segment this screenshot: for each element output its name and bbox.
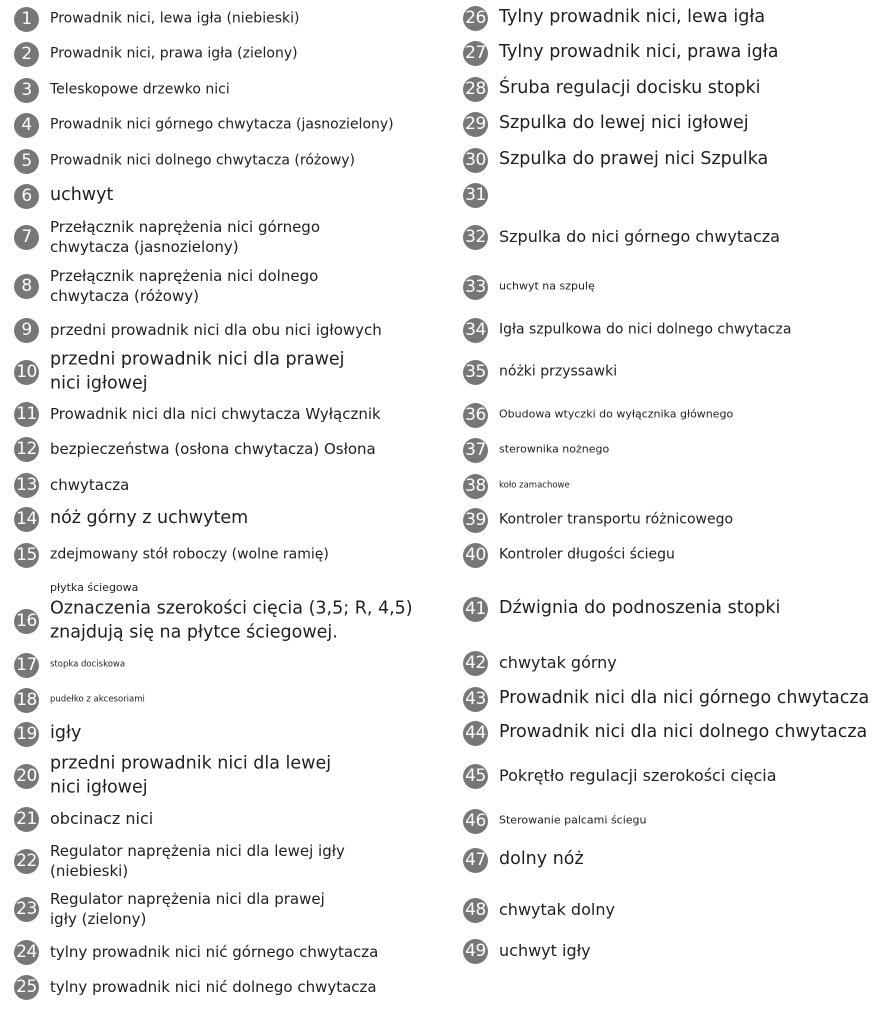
part-item-28: [463, 74, 873, 104]
part-label: nóż górny z uchwytem: [50, 508, 249, 529]
plytka-caption: płytka ściegowa: [50, 581, 139, 594]
part-label: pudełko z akcesoriami: [50, 694, 145, 705]
part-item-3: [14, 75, 444, 105]
part-label: Pokrętło regulacji szerokości cięcia: [499, 766, 777, 786]
part-number-badge: 34: [463, 318, 488, 343]
part-item-17: [14, 650, 444, 680]
part-item-47: [463, 845, 873, 875]
part-label: Prowadnik nici górnego chwytacza (jasnozielony): [50, 116, 394, 133]
part-number-badge: 17: [14, 653, 39, 678]
part-label: dolny nóż: [499, 849, 584, 870]
part-item-36: [463, 400, 873, 430]
part-label: Przełącznik naprężenia nici górnego chwytacza (jasnozielony): [50, 217, 320, 256]
part-label: Prowadnik nici dla nici górnego chwytacza: [499, 688, 870, 709]
part-label: koło zamachowe: [499, 480, 570, 491]
part-item-22: [14, 838, 444, 884]
part-label: przedni prowadnik nici dla prawej nici igłowej: [50, 349, 345, 393]
part-item-26: [463, 3, 873, 33]
part-number-badge: 32: [463, 225, 488, 250]
part-item-10: [14, 347, 444, 397]
part-label: Regulator naprężenia nici dla lewej igły (niebieski): [50, 841, 345, 880]
part-number-badge: 33: [463, 275, 488, 300]
part-item-7: [14, 214, 444, 260]
part-item-45: [463, 761, 873, 791]
part-item-48: [463, 895, 873, 925]
part-label: Igła szpulkowa do nici dolnego chwytacza: [499, 321, 792, 338]
part-number-badge: 40: [463, 543, 488, 568]
part-label: Szpulka do prawej nici Szpulka: [499, 149, 769, 170]
part-label: Dźwignia do podnoszenia stopki: [499, 598, 781, 619]
part-item-35: [463, 357, 873, 387]
part-label: Obudowa wtyczki do wyłącznika głównego: [499, 407, 734, 421]
part-number-badge: 42: [463, 651, 488, 676]
part-label: nóżki przyssawki: [499, 363, 618, 380]
part-number-badge: 45: [463, 764, 488, 789]
part-number-badge: 39: [463, 508, 488, 533]
part-number-badge: 10: [14, 360, 39, 385]
part-number-badge: 26: [463, 6, 488, 31]
part-number-badge: 23: [14, 897, 39, 922]
part-number-badge: 43: [463, 687, 488, 712]
part-item-1: [14, 4, 444, 34]
part-item-12: [14, 434, 444, 464]
part-number-badge: 13: [14, 473, 39, 498]
part-item-13: [14, 470, 444, 500]
part-label: obcinacz nici: [50, 809, 154, 829]
part-item-49: [463, 936, 873, 966]
part-item-23: [14, 886, 444, 932]
part-number-badge: 9: [14, 318, 39, 343]
part-label: Oznaczenia szerokości cięcia (3,5; R, 4,5) znajdują się na płytce ściegowej.: [50, 598, 413, 642]
part-item-19: [14, 719, 444, 749]
part-label: Tylny prowadnik nici, lewa igła: [499, 7, 766, 28]
part-number-badge: 11: [14, 402, 39, 427]
part-number-badge: 47: [463, 848, 488, 873]
part-label: Szpulka do lewej nici igłowej: [499, 113, 749, 134]
part-number-badge: 16: [14, 609, 39, 634]
part-label: uchwyt: [50, 185, 114, 206]
part-label: sterownika nożnego: [499, 442, 610, 456]
part-item-44: [463, 718, 873, 748]
part-label: tylny prowadnik nici nić górnego chwytacza: [50, 942, 379, 961]
part-item-43: [463, 684, 873, 714]
part-number-badge: 15: [14, 543, 39, 568]
part-number-badge: 18: [14, 688, 39, 713]
part-item-27: [463, 38, 873, 68]
part-number-badge: 29: [463, 112, 488, 137]
part-number-badge: 27: [463, 41, 488, 66]
part-label: Prowadnik nici dolnego chwytacza (różowy): [50, 152, 356, 169]
part-label: stopka dociskowa: [50, 659, 126, 670]
part-label: bezpieczeństwa (osłona chwytacza) Osłona: [50, 439, 376, 458]
part-label: uchwyt igły: [499, 941, 591, 961]
part-label: przedni prowadnik nici dla lewej nici igłowej: [50, 753, 332, 797]
part-label: chwytacza: [50, 475, 130, 494]
part-item-15: [14, 540, 444, 570]
part-item-41: [463, 594, 873, 624]
part-label: Prowadnik nici, lewa igła (niebieski): [50, 10, 300, 27]
part-label: Szpulka do nici górnego chwytacza: [499, 227, 780, 247]
part-number-badge: 25: [14, 975, 39, 1000]
part-label: igły: [50, 723, 82, 744]
part-item-29: [463, 109, 873, 139]
part-number-badge: 19: [14, 722, 39, 747]
part-number-badge: 20: [14, 764, 39, 789]
part-label: chwytak dolny: [499, 900, 615, 920]
part-number-badge: 37: [463, 438, 488, 463]
part-number-badge: 38: [463, 474, 488, 499]
part-item-2: [14, 39, 444, 69]
part-label: Prowadnik nici, prawa igła (zielony): [50, 45, 298, 62]
part-label: uchwyt na szpulę: [499, 279, 595, 293]
part-number-badge: 8: [14, 274, 39, 299]
part-item-14: [14, 504, 444, 534]
part-label: Teleskopowe drzewko nici: [50, 81, 230, 98]
part-item-33: [463, 272, 873, 302]
part-number-badge: 3: [14, 78, 39, 103]
part-number-badge: 4: [14, 113, 39, 138]
part-label: Prowadnik nici dla nici dolnego chwytacza: [499, 722, 868, 743]
part-label: Sterowanie palcami ściegu: [499, 813, 647, 827]
part-item-31: [463, 180, 873, 210]
part-item-42: [463, 648, 873, 678]
part-item-46: [463, 806, 873, 836]
part-number-badge: 24: [14, 940, 39, 965]
part-label: zdejmowany stół roboczy (wolne ramię): [50, 546, 329, 563]
part-label: chwytak górny: [499, 653, 617, 673]
part-label: Kontroler transportu różnicowego: [499, 511, 734, 528]
part-item-8: [14, 263, 444, 309]
part-number-badge: 31: [463, 183, 488, 208]
part-number-badge: 1: [14, 7, 39, 32]
part-number-badge: 41: [463, 597, 488, 622]
part-item-11: [14, 399, 444, 429]
part-item-39: [463, 505, 873, 535]
part-number-badge: 5: [14, 149, 39, 174]
part-item-5: [14, 146, 444, 176]
part-item-25: [14, 972, 444, 1002]
part-number-badge: 22: [14, 849, 39, 874]
part-item-16: [14, 596, 444, 646]
part-number-badge: 6: [14, 184, 39, 209]
part-label: Przełącznik naprężenia nici dolnego chwytacza (różowy): [50, 266, 319, 305]
part-item-40: [463, 540, 873, 570]
part-number-badge: 48: [463, 898, 488, 923]
part-label: Regulator naprężenia nici dla prawej igły (zielony): [50, 889, 325, 928]
part-label: przedni prowadnik nici dla obu nici igłowych: [50, 320, 382, 339]
part-item-6: [14, 181, 444, 211]
part-number-badge: 35: [463, 360, 488, 385]
part-number-badge: 12: [14, 437, 39, 462]
part-item-9: [14, 315, 444, 345]
part-item-37: [463, 435, 873, 465]
part-number-badge: 49: [463, 939, 488, 964]
part-label: Śruba regulacji docisku stopki: [499, 78, 761, 99]
part-label: tylny prowadnik nici nić dolnego chwytacza: [50, 977, 377, 996]
part-item-32: [463, 222, 873, 252]
part-item-18: [14, 685, 444, 715]
part-item-24: [14, 937, 444, 967]
part-item-4: [14, 110, 444, 140]
part-number-badge: 2: [14, 42, 39, 67]
part-number-badge: 21: [14, 807, 39, 832]
part-item-30: [463, 145, 873, 175]
part-number-badge: 36: [463, 403, 488, 428]
part-label: Kontroler długości ściegu: [499, 546, 675, 563]
part-label: Prowadnik nici dla nici chwytacza Wyłącznik: [50, 404, 381, 423]
part-item-38: [463, 471, 873, 501]
part-item-20: [14, 751, 444, 801]
part-number-badge: 46: [463, 809, 488, 834]
part-number-badge: 30: [463, 148, 488, 173]
part-number-badge: 14: [14, 507, 39, 532]
part-number-badge: 44: [463, 721, 488, 746]
part-label: Tylny prowadnik nici, prawa igła: [499, 42, 779, 63]
part-number-badge: 28: [463, 77, 488, 102]
part-item-21: [14, 804, 444, 834]
part-number-badge: 7: [14, 225, 39, 250]
part-item-34: [463, 315, 873, 345]
